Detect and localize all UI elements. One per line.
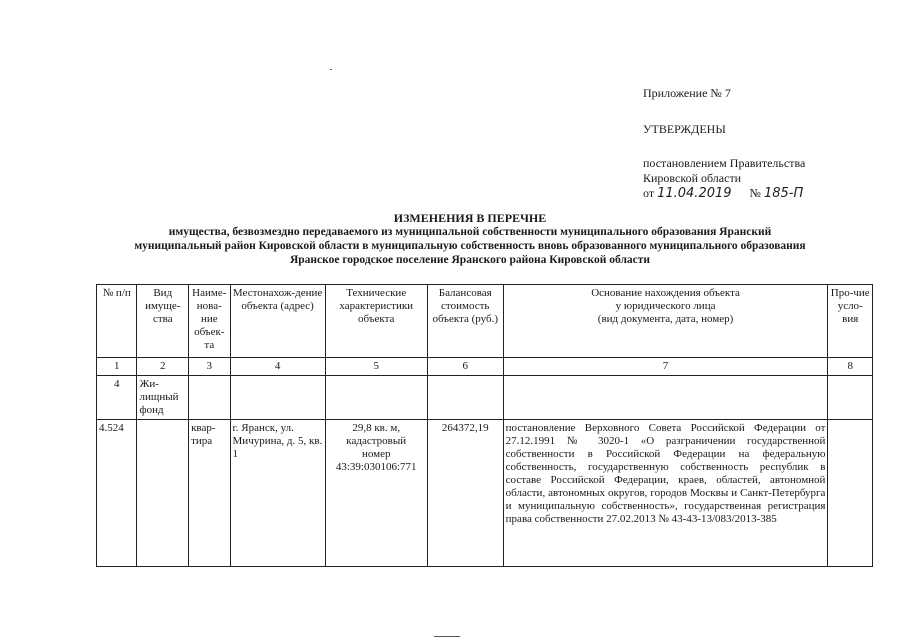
decree-line-2: Кировской области	[643, 171, 742, 185]
empty-cell	[427, 376, 503, 420]
scan-speck	[434, 636, 460, 637]
group-num: 4	[97, 376, 137, 420]
header-address: Местонахож-дение объекта (адрес)	[230, 285, 325, 358]
appendix-label: Приложение № 7	[643, 86, 731, 100]
header-other: Про-чие усло-вия	[828, 285, 873, 358]
object-value: 264372,19	[427, 420, 503, 567]
header-value: Балансовая стоимость объекта (руб.)	[427, 285, 503, 358]
object-tech	[325, 420, 427, 567]
col-number: 7	[503, 358, 828, 376]
col-number: 3	[189, 358, 230, 376]
scan-speck	[330, 69, 332, 70]
header-row	[97, 285, 873, 358]
empty-cell	[230, 376, 325, 420]
title-line-4: Яранское городское поселение Яранского района Кировской области	[289, 254, 651, 266]
col-number: 2	[137, 358, 189, 376]
table-row	[97, 420, 873, 567]
approval-block	[643, 86, 805, 201]
empty-cell	[325, 376, 427, 420]
title-line-2: имущества, безвозмездно передаваемого из муниципальной собственности муниципального образования Яранский	[168, 226, 772, 238]
col-number: 4	[230, 358, 325, 376]
header-tech: Технические характеристики объекта	[325, 285, 427, 358]
tech-line-1: 29,8 кв. м,	[352, 422, 401, 434]
empty-cell	[828, 376, 873, 420]
col-number: 5	[325, 358, 427, 376]
header-type: Вид имуще-ства	[137, 285, 189, 358]
document-title	[90, 211, 850, 267]
header-basis-line-1: Основание нахождения объекта	[591, 287, 740, 299]
property-table	[96, 284, 873, 567]
decree-date-number	[643, 186, 805, 201]
object-other	[828, 420, 873, 567]
column-number-row	[97, 358, 873, 376]
approved-label: УТВЕРЖДЕНЫ	[643, 122, 726, 136]
decree-line-1: постановлением Правительства	[643, 156, 806, 170]
empty-cell	[503, 376, 828, 420]
col-number: 1	[97, 358, 137, 376]
tech-line-4: 43:39:030106:771	[335, 461, 417, 473]
row-num: 4.524	[97, 420, 137, 567]
col-number: 8	[828, 358, 873, 376]
decree-number: 185-П	[763, 186, 804, 201]
title-line-1: ИЗМЕНЕНИЯ В ПЕРЕЧНЕ	[393, 211, 547, 225]
tech-line-3: номер	[361, 448, 391, 460]
from-label: от	[643, 186, 655, 200]
decree-date: 11.04.2019	[657, 186, 732, 201]
empty-cell	[189, 376, 230, 420]
group-type: Жи-лищный фонд	[137, 376, 189, 420]
header-num: № п/п	[97, 285, 137, 358]
tech-line-2: кадастровый	[346, 435, 407, 447]
empty-cell	[137, 420, 189, 567]
object-basis: постановление Верховного Совета Российской Федерации от 27.12.1991 № 3020-1 «О разграничении государственной собственности в Российской Федерации на федеральную собственность, государственную собственность республик в составе Российской Федерации, краев, областей, автономной области, автономных округов, городов Москвы и Санкт-Петербурга и муниципальную собственность», государственная регистрация права собственности 27.02.2013 № 43-43-13/083/2013-385	[503, 420, 828, 567]
title-line-3: муниципальный район Кировской области в муниципальную собственность вновь образованного муниципального образования	[134, 240, 806, 252]
header-basis-line-3: (вид документа, дата, номер)	[597, 313, 734, 325]
number-label: №	[749, 186, 761, 200]
header-name: Наиме-нова-ние объек-та	[189, 285, 230, 358]
header-basis	[503, 285, 828, 358]
object-name: квар-тира	[189, 420, 230, 567]
header-basis-line-2: у юридического лица	[615, 300, 716, 312]
group-row	[97, 376, 873, 420]
col-number: 6	[427, 358, 503, 376]
object-address: г. Яранск, ул. Мичурина, д. 5, кв. 1	[230, 420, 325, 567]
